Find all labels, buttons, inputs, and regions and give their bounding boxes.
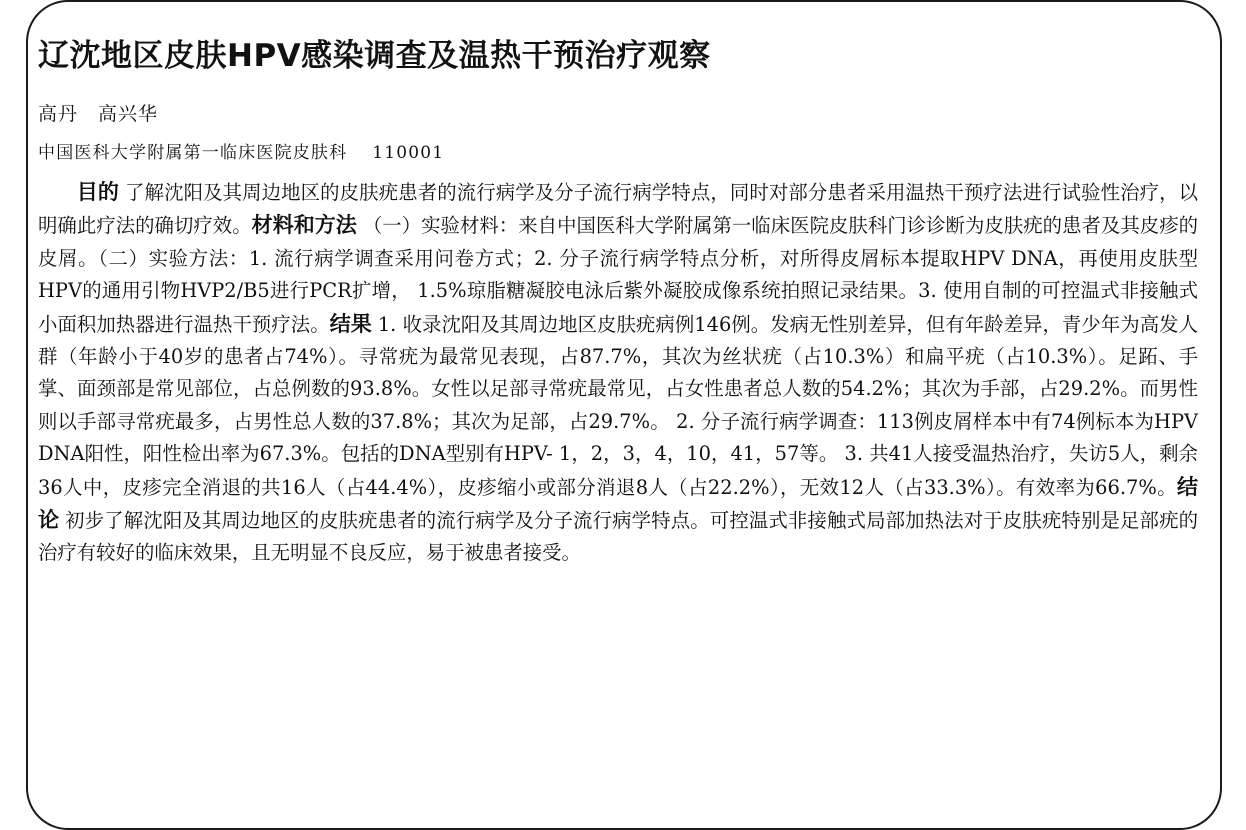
abstract-paragraph (38, 176, 1198, 570)
results-text: 1. 收录沈阳及其周边地区皮肤疣病例146例。发病无性别差异，但有年龄差异，青少年为高发人群（年龄小于40岁的患者占74%）。寻常疣为最常见表现，占87.7%，其次为丝状疣（占10.3%）和扁平疣（占10.3%）。足跖、手掌、面颈部是常见部位，占总例数的93.8%。女性以足部寻常疣最常见，占女性患者总人数的54.2%；其次为手部，占29.2%。而男性则以手部寻常疣最多，占男性总人数的37.8%；其次为足部，占29.7%。 2. 分子流行病学调查：113例皮屑样本中有74例标本为HPV DNA阳性，阳性检出率为67.3%。包括的DNA型别有HPV- 1，2，3，4，10，41，57等。 3. 共41人接受温热治疗，失访5人，剩余36人中，皮疹完全消退的共16人（占44.4%），皮疹缩小或部分消退8人（占22.2%），无效12人（占33.3%）。有效率为66.7%。 (38, 312, 1199, 499)
affiliation: 中国医科大学附属第一临床医院皮肤科 110001 (38, 143, 445, 163)
conclusion-text: 初步了解沈阳及其周边地区的皮肤疣患者的流行病学及分子流行病学特点。可控温式非接触式局部加热法对于皮肤疣特别是足部疣的治疗有较好的临床效果，且无明显不良反应，易于被患者接受。 (38, 509, 1199, 565)
methods-label: 材料和方法 (251, 213, 357, 238)
methods-text: （一）实验材料：来自中国医科大学附属第一临床医院皮肤科门诊诊断为皮肤疣的患者及其皮疹的皮屑。（二）实验方法：1. 流行病学调查采用问卷方式；2. 分子流行病学特点分析，对所得皮屑标本提取HPV DNA，再使用皮肤型HPV的通用引物HVP2/B5进行PCR扩增， 1.5%琼脂糖凝胶电泳后紫外凝胶成像系统拍照记录结果。3. 使用自制的可控温式非接触式小面积加热器进行温热干预疗法。 (38, 214, 1199, 336)
objective-label: 目的 (76, 180, 120, 204)
conclusion-label: 结论 (38, 474, 1198, 533)
results-label: 结果 (329, 311, 372, 336)
article (38, 30, 1198, 589)
author-list: 高丹 高兴华 (38, 103, 159, 125)
article-title: 辽沈地区皮肤HPV感染调查及温热干预治疗观察 (38, 38, 711, 74)
objective-text: 了解沈阳及其周边地区的皮肤疣患者的流行病学及分子流行病学特点，同时对部分患者采用温热干预疗法进行试验性治疗，以明确此疗法的确切疗效。 (38, 181, 1199, 238)
